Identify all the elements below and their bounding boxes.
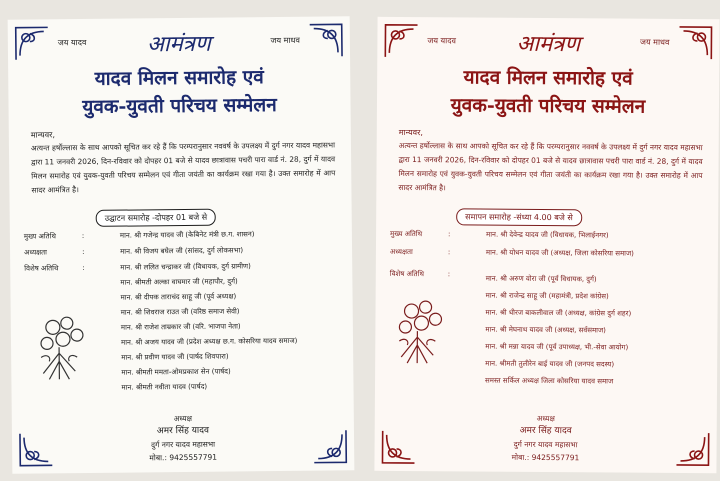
footer-name: अमर सिंह यादव <box>519 425 572 437</box>
greeting-jay-yadav: जय यादव <box>427 36 456 46</box>
guest-name: मान. श्री मेघनाथ यादव जी (अध्यक्ष, सर्वसमाज) <box>485 325 606 335</box>
greeting-jay-madhav: जय माधव <box>270 35 300 46</box>
signature-block <box>12 410 355 466</box>
role-label: अध्यक्षता <box>389 247 413 257</box>
guest-name: मान. श्री ललित चन्द्राकर जी (विधायक, दुर्ग ग्रामीण) <box>120 262 251 272</box>
guest-name: मान. श्री देवेन्द्र यादव जी (विधायक, भिलाईनगर) <box>486 230 609 240</box>
guest-name: मान. श्री धीरज बाकलीवाल जी (अध्यक्ष, कांग्रेस दुर्ग शहर) <box>485 308 632 318</box>
invitation-card-left <box>8 16 355 474</box>
guest-name: मान. श्री अरुण वोरा जी (पूर्व विधायक, दुर्ग) <box>485 274 597 284</box>
ornament-corner-icon <box>677 25 713 61</box>
ornament-corner-icon <box>308 22 344 58</box>
role-label: मुख्य अतिथि <box>23 232 56 241</box>
invitation-paragraph: अत्यन्त हर्षोल्लास के साथ आपको सूचित कर रहे हैं कि परम्परानुसार नववर्ष के उपलक्ष्य में दुर्ग नगर यादव महासभा द्वारा 11 जनवरी 2026, दिन-रविवार को दोपहर 01 बजे से यादव छात्रावास पचरी पारा वार्ड नं. 28, दुर्ग में यादव मिलन समारोह एवं युवक-युवती परिचय सम्मेलन एवं गीता जयंती का कार्यक्रम रखा गया है। उक्त समारोह में आप सादर आमंत्रित है। <box>30 140 336 195</box>
guest-name: मान. श्री दीपक ताराचंद साहू जी (पूर्व अध्यक्ष) <box>120 292 237 302</box>
footer-name: अमर सिंह यादव <box>156 425 210 437</box>
role-label: अध्यक्षता <box>24 248 47 257</box>
invitation-paragraph: अत्यन्त हर्षोल्लास के साथ आपको सूचित कर रहे हैं कि परम्परानुसार नववर्ष के उपलक्ष्य में दुर्ग नगर यादव महासभा द्वारा 11 जनवरी 2026, दिन-रविवार को दोपहर 01 बजे से यादव छात्रावास पचरी पारा वार्ड नं. 28, दुर्ग में यादव मिलन समारोह एवं युवक-युवती परिचय सम्मेलन एवं गीता जयंती का कार्यक्रम रखा गया है। उक्त समारोह में आप सादर आमंत्रित है। <box>398 140 703 193</box>
footer-role: अध्यक्ष <box>536 413 555 424</box>
invitation-heading: आमंत्रण <box>146 31 211 58</box>
guest-name: मान. श्रीमती ममता-ओमप्रकाश सेन (पार्षद) <box>121 367 231 377</box>
event-title-line1: यादव मिलन समारोह एवं <box>94 66 264 90</box>
invitation-heading: आमंत्रण <box>516 31 581 58</box>
role-label: मुख्य अतिथि <box>390 229 423 239</box>
ornament-corner-icon <box>383 23 419 59</box>
guest-name: मान. श्री मन्ना यादव जी (पूर्व उपाध्यक्ष, भी.-सेवा आयोग) <box>485 342 629 352</box>
footer-mobile: मोबा.: 9425557791 <box>511 452 580 463</box>
guest-list: मुख्य अतिथि : मान. श्री गजेन्द्र यादव जी (केबिनेट मंत्री छ.ग. शासन) अध्यक्षता : मान. श्री विजय बघेल जी (सांसद, दुर्ग लोकसभा) विशेष अतिथि : मान. श्री ललित चन्द्राकर जी (विधायक, दुर्ग ग्रामीण) मान. श्रीमती अल्का वाघमार जी (महापौर, दुर्ग) मान. श्री दीपक ताराचंद साहू जी (पूर्व अध्यक्ष) मान. श्री शिवराज राउत जी (वरिष्ठ समाज सेवी) मान. श्री राजेश ताम्रकार जी (वरि. भाजपा नेता) मान. श्री अजय यादव जी (प्रदेश अध्यक्ष छ.ग. कोसरिया यादव समाज) मान. श्री प्रवीण यादव जी (पार्षद शिवपारा) मान. श्रीमती ममता-ओमप्रकाश सेन (पार्षद) मान. श्रीमती नवीता यादव (पार्षद) <box>24 229 354 232</box>
guest-name: मान. श्रीमती अल्का वाघमार जी (महापौर, दुर्ग) <box>120 277 238 287</box>
flower-bouquet-icon <box>33 313 92 386</box>
flower-bouquet-icon <box>391 297 450 369</box>
footer-org: दुर्ग नगर यादव महासभा <box>513 439 578 450</box>
session-badge: उद्घाटन समारोह -दोपहर 01 बजे से <box>96 209 217 227</box>
guest-name: मान. श्रीमती नवीता यादव (पार्षद) <box>121 382 208 392</box>
guest-name: मान. श्री राजेन्द्र साहू जी (महामंत्री, प्रदेश कांग्रेस) <box>485 291 609 301</box>
salutation: मान्यवर, <box>398 127 423 138</box>
footer-mobile: मोबा.: 9425557791 <box>149 452 218 463</box>
role-label: विशेष अतिथि <box>24 264 59 273</box>
guest-name: समस्त सर्किल अध्यक्ष जिला कोसरिया यादव समाज <box>485 376 614 386</box>
signature-block <box>374 411 716 465</box>
guest-list: मुख्य अतिथि : मान. श्री देवेन्द्र यादव जी (विधायक, भिलाईनगर) अध्यक्षता : मान. श्री योधन यादव जी (अध्यक्ष, जिला कोसरिया समाज) विशेष अतिथि : मान. श्री अरुण वोरा जी (पूर्व विधायक, दुर्ग) मान. श्री राजेन्द्र साहू जी (महामंत्री, प्रदेश कांग्रेस) मान. श्री धीरज बाकलीवाल जी (अध्यक्ष, कांग्रेस दुर्ग शहर) मान. श्री मेघनाथ यादव जी (अध्यक्ष, सर्वसमाज) मान. श्री मन्ना यादव जी (पूर्व उपाध्यक्ष, भी.-सेवा आयोग) मान. श्रीमती तुलीरेन बाई यादव जी (जनपद सदस्य) समस्त सर्किल अध्यक्ष जिला कोसरिया यादव समाज <box>390 230 720 232</box>
guest-name: मान. श्री गजेन्द्र यादव जी (केबिनेट मंत्री छ.ग. शासन) <box>119 230 255 240</box>
guest-name: मान. श्री शिवराज राउत जी (वरिष्ठ समाज सेवी) <box>120 307 240 317</box>
greeting-jay-madhav: जय माधव <box>640 37 670 47</box>
guest-name: मान. श्री योधन यादव जी (अध्यक्ष, जिला कोसरिया समाज) <box>485 248 634 258</box>
guest-name: मान. श्री प्रवीण यादव जी (पार्षद शिवपारा) <box>121 352 229 362</box>
greeting-jay-yadav: जय यादव <box>57 37 87 48</box>
guest-name: मान. श्री राजेश ताम्रकार जी (वरि. भाजपा नेता) <box>120 322 241 332</box>
invitation-card-right <box>374 17 719 473</box>
event-title-line2: युवक-युवती परिचय सम्मेलन <box>82 93 277 119</box>
footer-org: दुर्ग नगर यादव महासभा <box>151 439 216 450</box>
salutation: मान्यवर, <box>30 130 56 140</box>
guest-name: मान. श्री विजय बघेल जी (सांसद, दुर्ग लोकसभा) <box>120 246 244 256</box>
event-title-line2: युवक-युवती परिचय सम्मेलन <box>450 94 646 118</box>
guest-name: मान. श्रीमती तुलीरेन बाई यादव जी (जनपद सदस्य) <box>485 359 615 369</box>
guest-name: मान. श्री अजय यादव जी (प्रदेश अध्यक्ष छ.ग. कोसरिया यादव समाज) <box>120 336 298 347</box>
ornament-corner-icon <box>14 25 50 61</box>
session-badge: समापन समारोह -संध्या 4.00 बजे से <box>456 208 582 226</box>
role-label: विशेष अतिथि <box>389 269 425 279</box>
footer-role: अध्यक्ष <box>173 413 193 424</box>
event-title-line1: यादव मिलन समारोह एवं <box>463 66 633 90</box>
